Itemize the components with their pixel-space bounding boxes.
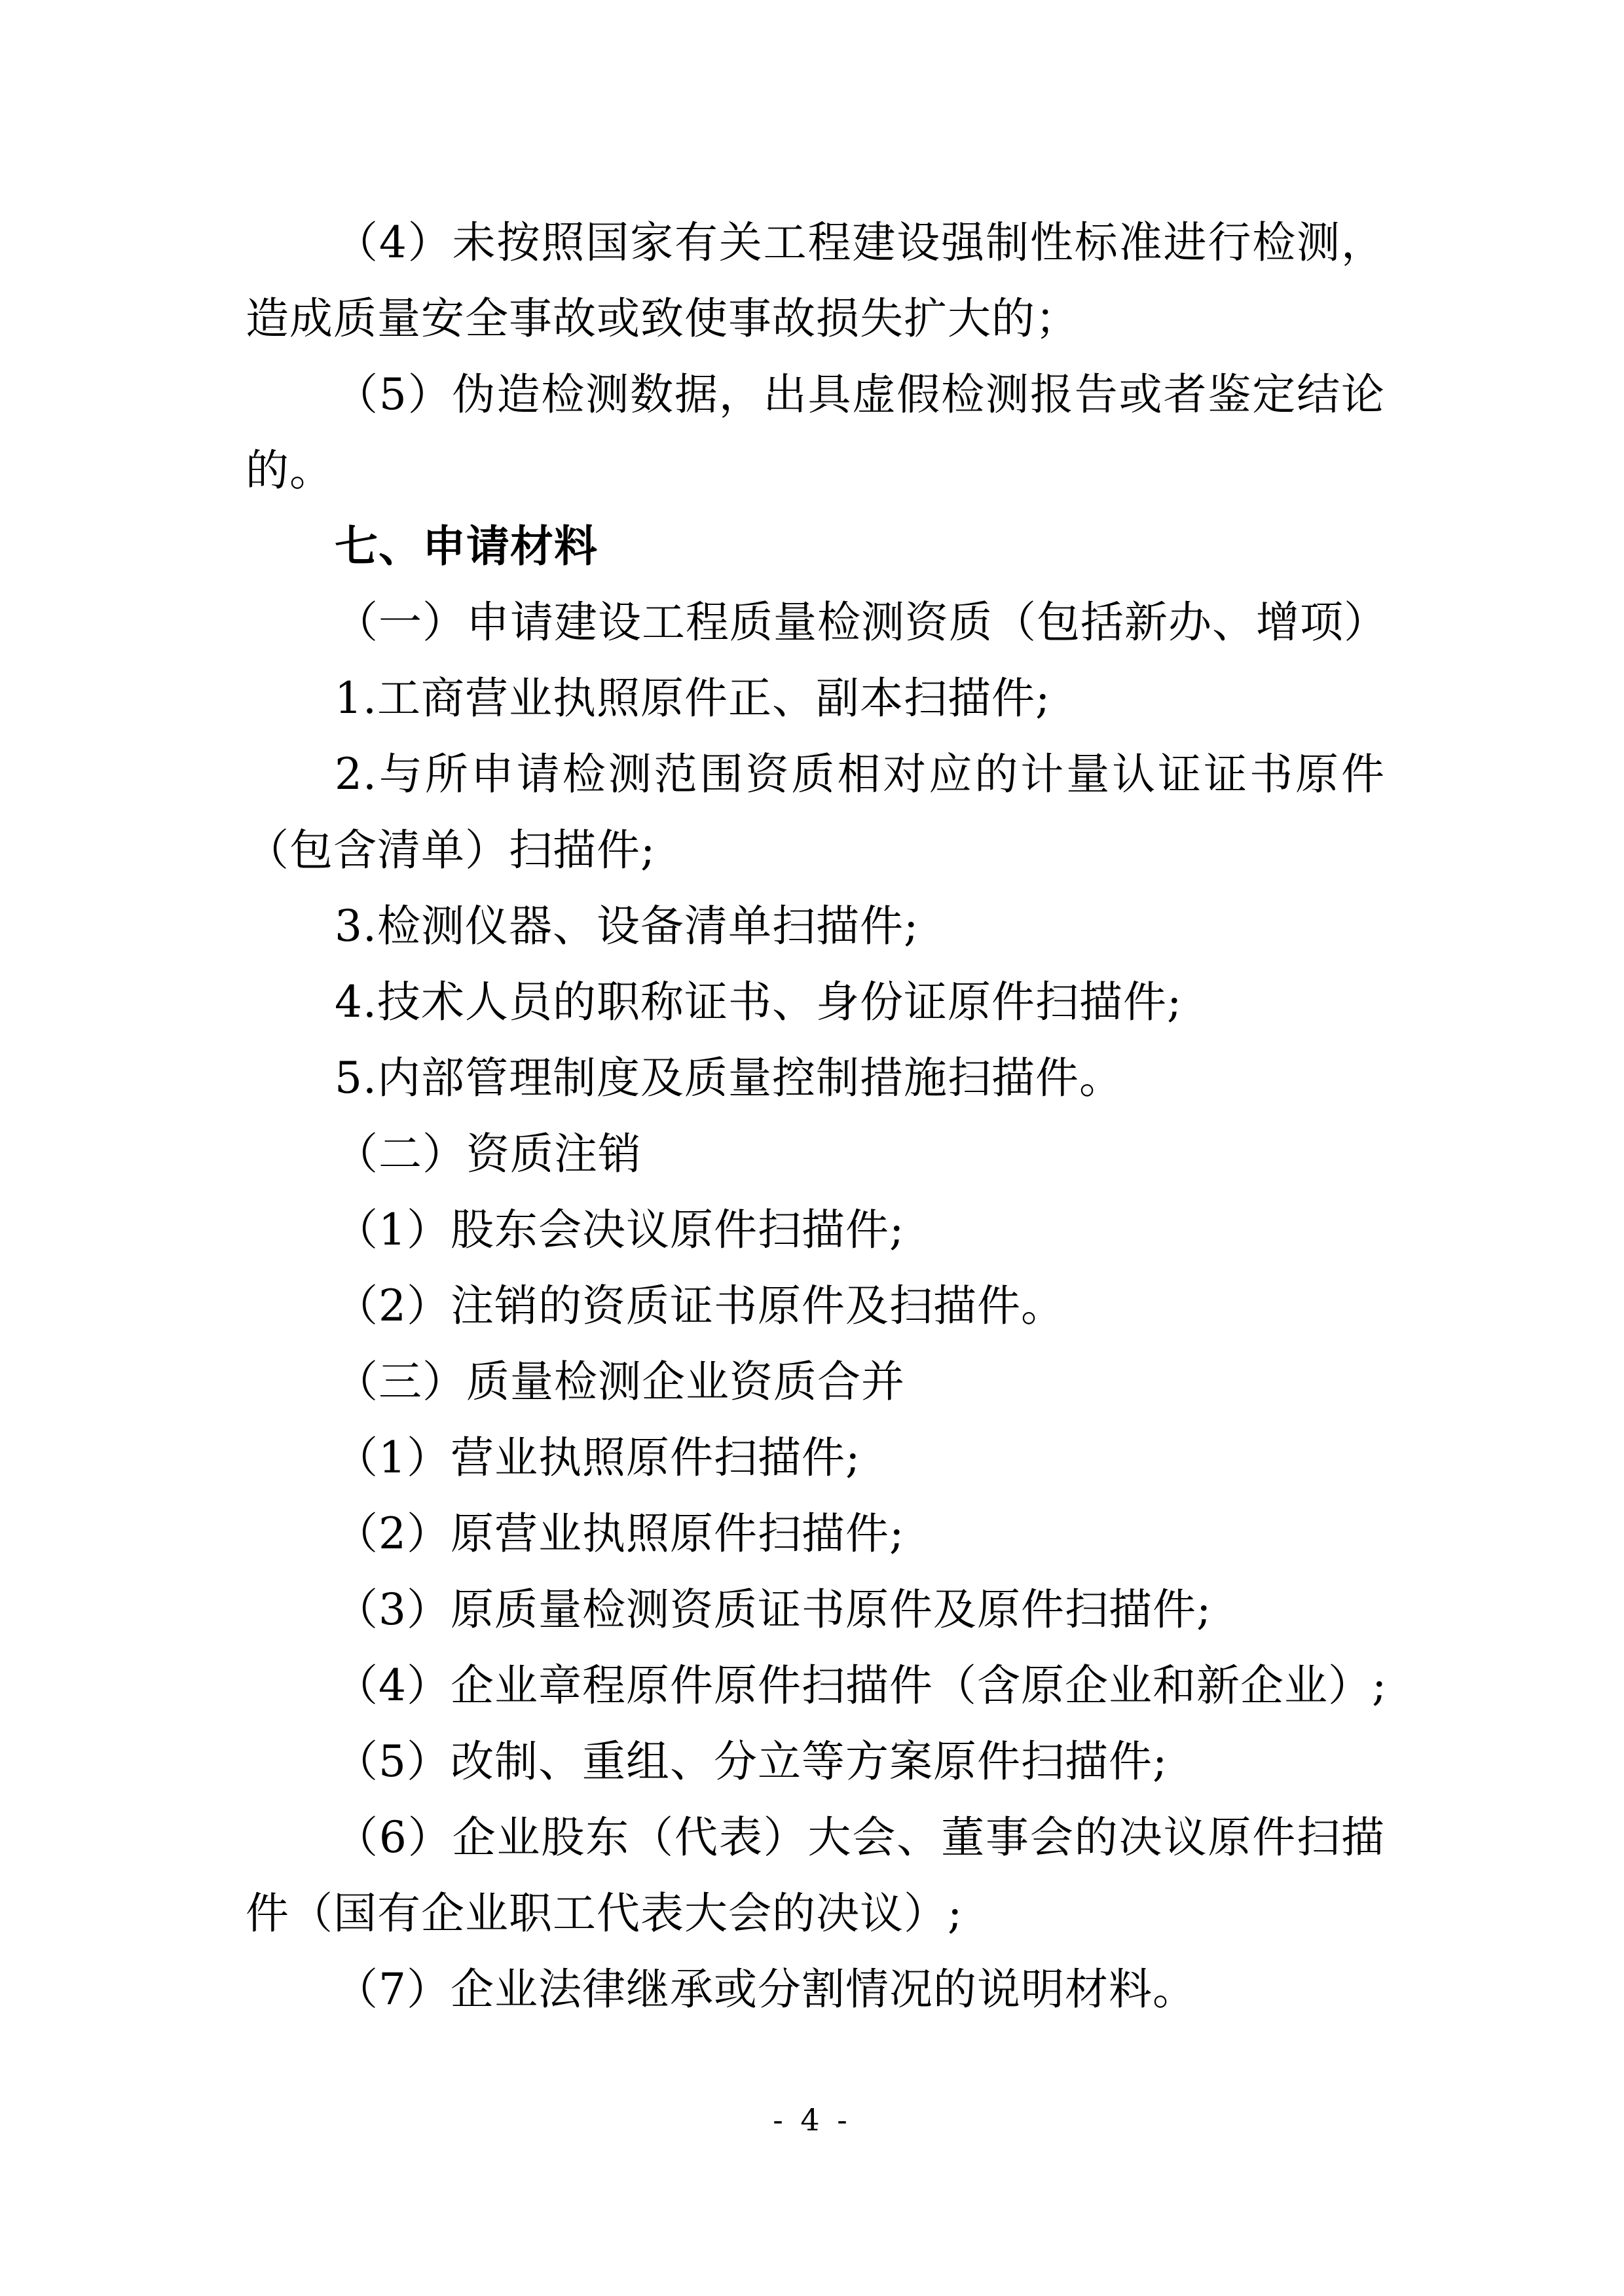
doc-line: （包含清单）扫描件; (246, 825, 656, 875)
page-footer (0, 2098, 1624, 2141)
doc-line: （7）企业法律继承或分割情况的说明材料。 (335, 1964, 1196, 2014)
doc-line: 造成质量安全事故或致使事故损失扩大的； (246, 293, 1079, 344)
doc-line: 4.技术人员的职称证书、身份证原件扫描件; (335, 977, 1183, 1027)
section-heading: 七、申请材料 (335, 521, 598, 572)
doc-line: 的。 (246, 445, 333, 496)
doc-line: （2）注销的资质证书原件及扫描件。 (335, 1281, 1065, 1331)
doc-line: （1）股东会决议原件扫描件; (335, 1205, 905, 1255)
subsection-heading: （二）资质注销 (335, 1129, 642, 1179)
doc-line: （4）企业章程原件原件扫描件（含原企业和新企业）; (335, 1660, 1388, 1711)
subsection-heading: （一）申请建设工程质量检测资质（包括新办、增项） (335, 597, 1388, 647)
subsection-heading: （三）质量检测企业资质合并 (335, 1357, 905, 1407)
doc-line: （5）改制、重组、分立等方案原件扫描件; (335, 1736, 1168, 1787)
doc-line: （6）企业股东（代表）大会、董事会的决议原件扫描 (335, 1812, 1385, 1863)
doc-line: （4）未按照国家有关工程建设强制性标准进行检测， (335, 217, 1385, 268)
doc-line: 3.检测仪器、设备清单扫描件; (335, 901, 919, 951)
doc-line: （5）伪造检测数据，出具虚假检测报告或者鉴定结论 (335, 369, 1385, 420)
doc-line: （3）原质量检测资质证书原件及原件扫描件; (335, 1584, 1212, 1635)
doc-line: 5.内部管理制度及质量控制措施扫描件。 (335, 1053, 1123, 1103)
document-body (246, 205, 1388, 2028)
doc-line: 2.与所申请检测范围资质相对应的计量认证证书原件 (335, 749, 1385, 799)
page-number: - 4 - (773, 2102, 851, 2138)
doc-line: （2）原营业执照原件扫描件; (335, 1508, 905, 1559)
doc-line: 件（国有企业职工代表大会的决议）; (246, 1888, 963, 1939)
doc-line: 1.工商营业执照原件正、副本扫描件; (335, 673, 1051, 723)
doc-line: （1）营业执照原件扫描件; (335, 1432, 861, 1483)
